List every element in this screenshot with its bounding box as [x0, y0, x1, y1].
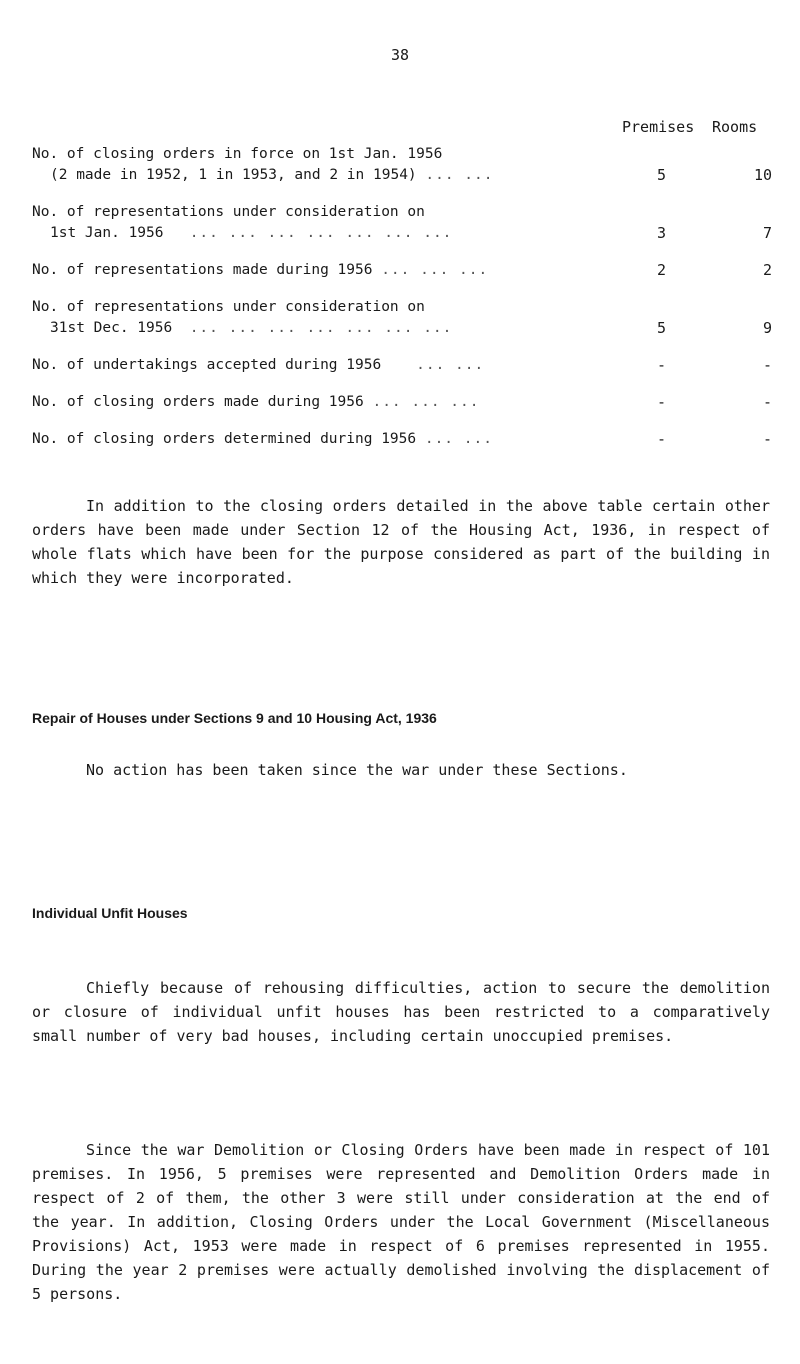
row-label [32, 144, 592, 186]
rooms-value: 2 [762, 261, 772, 279]
table-row [32, 202, 772, 244]
heading-individual-unfit-houses: Individual Unfit Houses [32, 905, 188, 921]
table-header [32, 118, 772, 144]
page-number: 38 [390, 46, 410, 64]
row-label [32, 392, 592, 413]
unfit-paragraph-2 [32, 1138, 770, 1306]
closing-orders-text: In addition to the closing orders detailed in the above table certain other orders have been made under Section 12 of the Housing Act, 1936, in respect of whole flats which have been for the purpose considered as part of the building in which they were incorporated. [32, 497, 770, 587]
table-row [32, 429, 772, 450]
row-label-line1: No. of representations under consideration on [32, 204, 425, 220]
column-header-rooms: Rooms [712, 118, 758, 136]
rooms-value: 7 [762, 224, 772, 242]
row-label-line2: 31st Dec. 1956 [50, 320, 173, 336]
rooms-value: - [762, 430, 772, 448]
row-label [32, 355, 592, 376]
table-row [32, 144, 772, 186]
repair-text: No action has been taken since the war under these Sections. [86, 761, 628, 779]
table-row [32, 392, 772, 413]
rooms-value: 10 [753, 166, 772, 184]
repair-paragraph [32, 758, 770, 782]
row-label-line1: No. of closing orders determined during 1956 [32, 431, 417, 447]
rooms-value: 9 [762, 319, 772, 337]
row-label-line1: No. of closing orders made during 1956 [32, 394, 364, 410]
leader-dots: ... ... [416, 357, 485, 373]
leader-dots: ... ... [424, 431, 493, 447]
table-row [32, 297, 772, 339]
premises-value: - [656, 356, 666, 374]
rooms-value: - [762, 356, 772, 374]
row-label-line2: 1st Jan. 1956 [50, 225, 164, 241]
premises-value: 5 [656, 319, 666, 337]
closing-orders-table [32, 118, 772, 466]
row-label-line1: No. of representations made during 1956 [32, 262, 373, 278]
unfit-text-1: Chiefly because of rehousing difficulties, action to secure the demolition or closure of individual unfit houses has been restricted to a comparatively small number of very bad houses, including certain unoccupied premises. [32, 979, 770, 1045]
leader-dots: ... ... ... ... ... ... ... [189, 225, 453, 241]
row-label-line1: No. of representations under consideration on [32, 299, 425, 315]
leader-dots: ... ... ... [381, 262, 489, 278]
leader-dots: ... ... ... ... ... ... ... [189, 320, 453, 336]
closing-orders-paragraph [32, 494, 770, 590]
column-header-premises: Premises [622, 118, 695, 136]
premises-value: - [656, 430, 666, 448]
premises-value: - [656, 393, 666, 411]
row-label [32, 202, 592, 244]
row-label-line1: No. of closing orders in force on 1st Jan. 1956 [32, 146, 443, 162]
unfit-text-2: Since the war Demolition or Closing Orders have been made in respect of 101 premises. In 1956, 5 premises were represented and Demolition Orders made in respect of 2 of them, the other 3 were still under consideration at the end of the year. In addition, Closing Orders under the Local Government (Miscellaneous Provisions) Act, 1953 were made in respect of 6 premises represented in 1955. During the year 2 premises were actually demolished involving the displacement of 5 persons. [32, 1141, 770, 1303]
table-row [32, 260, 772, 281]
rooms-value: - [762, 393, 772, 411]
row-label [32, 297, 592, 339]
premises-value: 3 [656, 224, 666, 242]
leader-dots: ... ... ... [372, 394, 480, 410]
leader-dots: ... ... [425, 167, 494, 183]
unfit-paragraph-1 [32, 976, 770, 1048]
row-label [32, 260, 592, 281]
table-row [32, 355, 772, 376]
premises-value: 2 [656, 261, 666, 279]
premises-value: 5 [656, 166, 666, 184]
row-label [32, 429, 592, 450]
row-label-line2: (2 made in 1952, 1 in 1953, and 2 in 1954) [50, 167, 417, 183]
heading-repair-of-houses: Repair of Houses under Sections 9 and 10 Housing Act, 1936 [32, 710, 437, 726]
row-label-line1: No. of undertakings accepted during 1956 [32, 357, 382, 373]
